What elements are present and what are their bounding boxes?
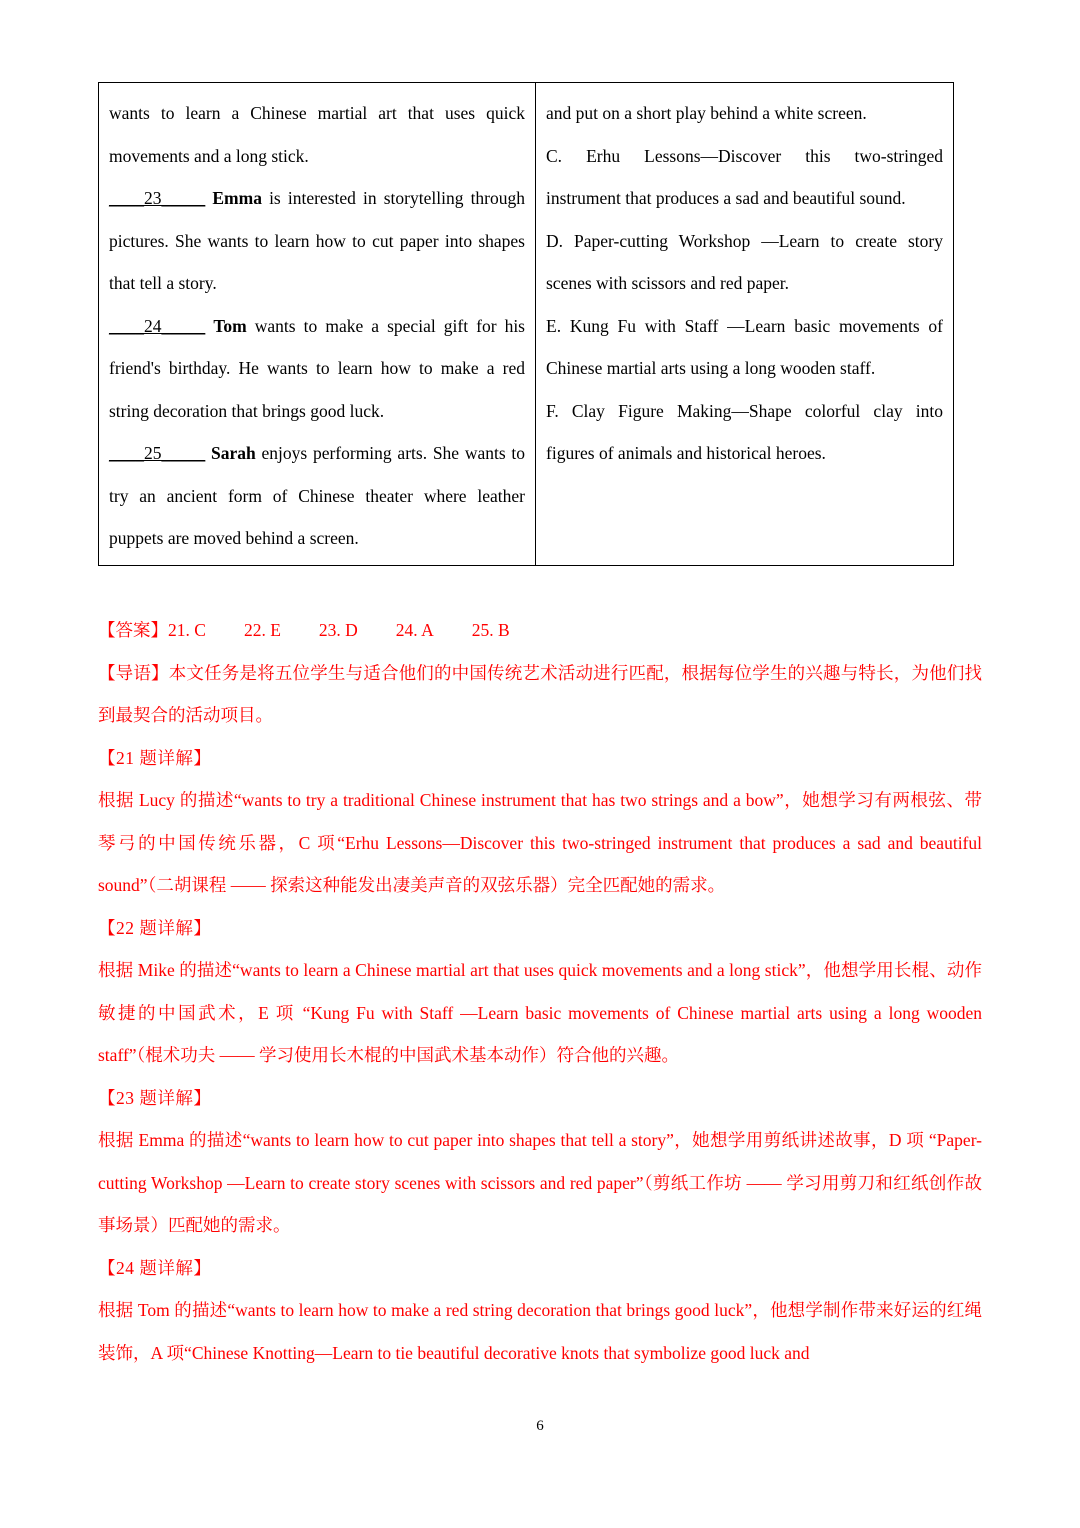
answer-blank-24[interactable]: ____24_____ [109, 315, 206, 336]
table-right-column [536, 83, 953, 565]
explanation-21-heading: 【21 题详解】 [98, 747, 212, 768]
question-24 [109, 305, 525, 433]
student-name-emma: Emma [212, 188, 262, 208]
answer-blank-25[interactable]: ____25_____ [109, 443, 206, 463]
table-left-column [99, 83, 536, 565]
option-e: E. Kung Fu with Staff —Learn basic movements of Chinese martial arts using a long wooden staff. [546, 315, 943, 378]
answer-key [98, 609, 982, 652]
answer-blank-23[interactable]: ____23_____ [109, 188, 206, 208]
answer-21: 21. C [168, 620, 206, 640]
option-d: D. Paper-cutting Workshop —Learn to create story scenes with scissors and red paper. [546, 230, 943, 293]
answer-section [98, 609, 982, 1374]
question-25 [109, 432, 525, 560]
question-25-text: enjoys performing arts. She wants to try an ancient form of Chinese theater where leather puppets are moved behind a screen. [109, 443, 526, 548]
answer-24: 24. A [395, 620, 434, 640]
student-name-sarah: Sarah [211, 443, 256, 463]
explanation-24-body: 根据 Tom 的描述“wants to learn how to make a red string decoration that brings good luck”，他想学制作带来好运的红绳装饰，A 项“Chinese Knotting—Learn to tie beautiful decorative knots that symbolize good luck and [98, 1300, 982, 1363]
question-23 [109, 177, 525, 305]
page-number: 6 [536, 1418, 544, 1434]
matching-table [98, 82, 954, 566]
option-f: F. Clay Figure Making—Shape colorful clay into figures of animals and historical heroes. [546, 400, 943, 463]
answer-25: 25. B [471, 620, 510, 640]
student-name-tom: Tom [213, 315, 247, 336]
answer-23: 23. D [318, 620, 358, 640]
option-c: C. Erhu Lessons—Discover this two-stringed instrument that produces a sad and beautiful sound. [546, 145, 943, 208]
explanation-21-body: 根据 Lucy 的描述“wants to try a traditional Chinese instrument that has two strings and a bow”，她想学习有两根弦、带琴弓的中国传统乐器，C 项“Erhu Lessons—Discover this two-stringed instrument that produces a sad and beautiful sound”（二胡课程 —— 探索这种能发出凄美声音的双弦乐器）完全匹配她的需求。 [98, 790, 982, 895]
intro-text: 【导语】本文任务是将五位学生与适合他们的中国传统艺术活动进行匹配，根据每位学生的兴趣与特长，为他们找到最契合的活动项目。 [98, 662, 982, 725]
student-mike-continued: wants to learn a Chinese martial art that uses quick movements and a long stick. [109, 103, 525, 166]
answer-label: 【答案】 [98, 620, 168, 640]
explanation-24-heading: 【24 题详解】 [98, 1257, 212, 1278]
explanation-23-heading: 【23 题详解】 [98, 1087, 212, 1108]
explanation-22-heading: 【22 题详解】 [98, 917, 212, 938]
question-23-text: is interested in storytelling through pictures. She wants to learn how to cut paper into shapes that tell a story. [109, 188, 526, 293]
question-24-text: wants to make a special gift for his friend's birthday. He wants to learn how to make a red string decoration that brings good luck. [109, 315, 525, 421]
answer-22: 22. E [243, 620, 281, 640]
explanation-23-body: 根据 Emma 的描述“wants to learn how to cut paper into shapes that tell a story”，她想学用剪纸讲述故事，D 项 “Paper-cutting Workshop —Learn to create story scenes with scissors and red paper”（剪纸工作坊 —— 学习用剪刀和红纸创作故事场景）匹配她的需求。 [98, 1130, 982, 1235]
option-b-continued: and put on a short play behind a white screen. [546, 103, 867, 123]
explanation-22-body: 根据 Mike 的描述“wants to learn a Chinese martial art that uses quick movements and a long stick”，他想学用长棍、动作敏捷的中国武术，E 项 “Kung Fu with Staff —Learn basic movements of Chinese martial arts using a long wooden staff”（棍术功夫 —— 学习使用长木棍的中国武术基本动作）符合他的兴趣。 [98, 960, 982, 1065]
